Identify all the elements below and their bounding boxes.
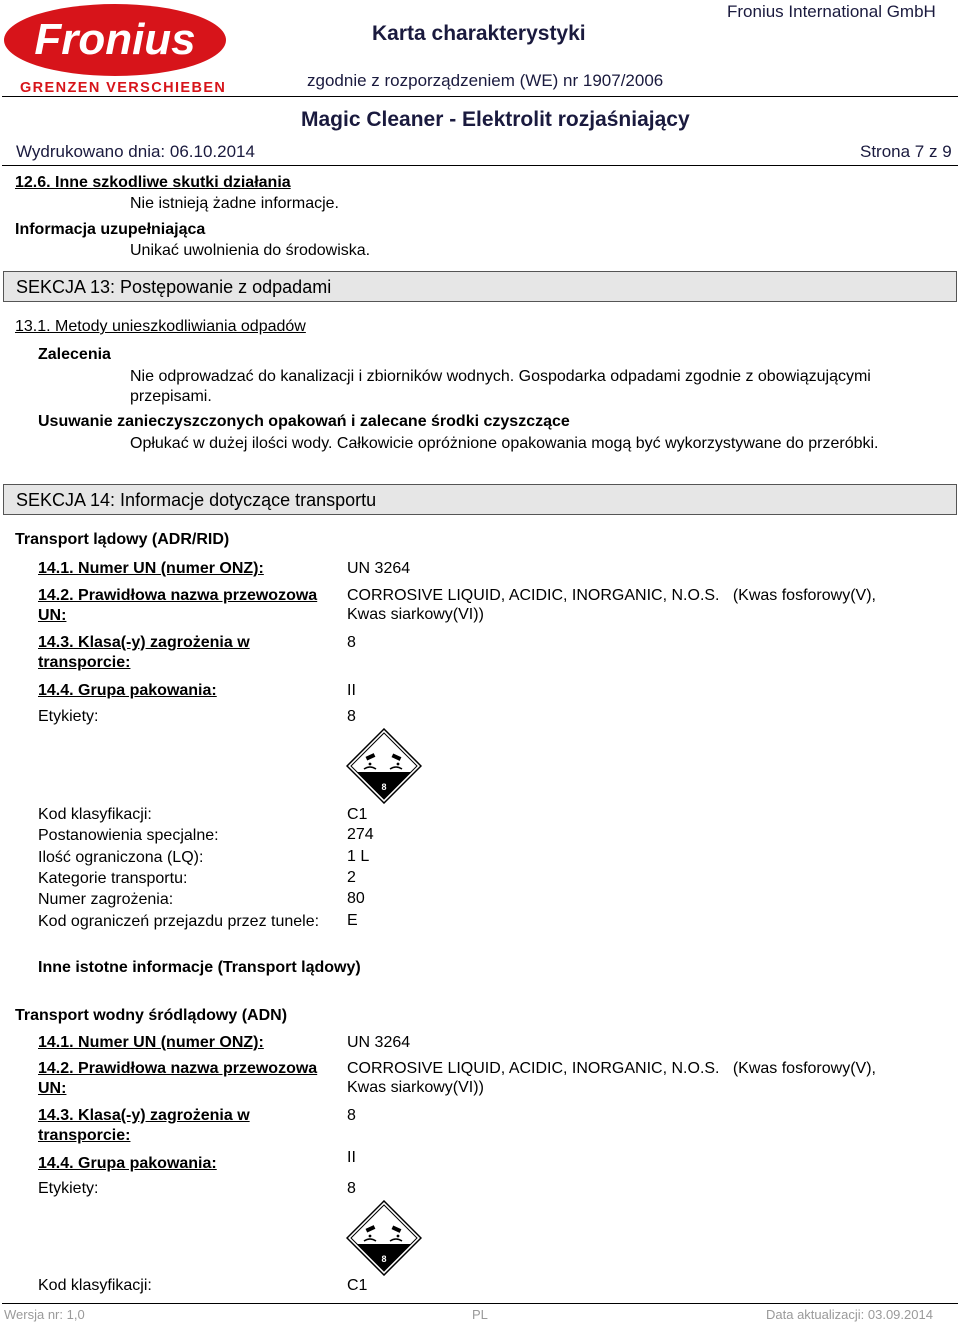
inland-packing-group-label: 14.4. Grupa pakowania: [38,1155,217,1172]
land-shipping-name-label-1: 14.2. Prawidłowa nazwa przewozowa [38,587,318,604]
fronius-logo [2,2,234,102]
header-divider [2,96,958,97]
inland-shipping-name-label-2: UN: [38,1080,67,1097]
print-date: Wydrukowano dnia: 06.10.2014 [16,142,255,161]
subsection-12-6-text: Nie istnieją żadne informacje. [130,195,339,212]
subsection-12-6-title: 12.6. Inne szkodliwe skutki działania [15,174,291,191]
land-un-number-value: UN 3264 [347,560,411,577]
inland-shipping-name-value-2: Kwas siarkowy(VI)) [347,1079,484,1096]
land-hazard-number-value: 80 [347,890,365,907]
land-limited-quantity-label: Ilość ograniczona (LQ): [38,849,204,866]
inland-hazard-class-label-2: transporcie: [38,1127,131,1144]
document-title: Karta charakterystyki [372,22,586,45]
land-labels-value: 8 [347,708,356,725]
land-pictogram-class-number: 8 [381,782,387,792]
logo-wordmark: Fronius [34,15,196,64]
packaging-disposal-heading: Usuwanie zanieczyszczonych opakowań i zalecane środki czyszczące [38,413,570,430]
land-special-provisions-label: Postanowienia specjalne: [38,827,219,844]
footer-update-date: Data aktualizacji: 03.09.2014 [766,1307,933,1322]
land-tunnel-code-value: E [347,912,358,929]
land-packing-group-label: 14.4. Grupa pakowania: [38,682,217,699]
land-hazard-class-label-2: transporcie: [38,654,131,671]
land-transport-category-label: Kategorie transportu: [38,870,188,887]
subsection-13-1-heading [15,318,306,336]
land-hazard-number-label: Numer zagrożenia: [38,891,174,908]
land-tunnel-code-label: Kod ograniczeń przejazdu przez tunele: [38,913,320,930]
land-classification-code-value: C1 [347,806,368,823]
section-13-title: SEKCJA 13: Postępowanie z odpadami [16,277,332,297]
section-14-bar [3,484,957,515]
logo-graphic [2,2,234,102]
inland-classification-code-label: Kod klasyfikacji: [38,1277,152,1294]
recommendations-text-line-1: Nie odprowadzać do kanalizacji i zbiorników wodnych. Gospodarka odpadami zgodnie z obowiązującymi [130,368,871,385]
land-shipping-name-value-2: Kwas siarkowy(VI)) [347,606,484,623]
company-name: Fronius International GmbH [727,2,936,21]
inland-hazard-class-label-1: 14.3. Klasa(-y) zagrożenia w [38,1107,250,1124]
subsection-13-1-title: 13.1. Metody unieszkodliwiania odpadów [15,318,306,335]
section-13-bar [3,271,957,302]
land-hazard-class-value: 8 [347,634,356,651]
inland-transport-heading: Transport wodny śródlądowy (ADN) [15,1007,288,1024]
inland-shipping-name-label-1: 14.2. Prawidłowa nazwa przewozowa [38,1060,318,1077]
land-shipping-name-value-1: CORROSIVE LIQUID, ACIDIC, INORGANIC, N.O.S. (Kwas fosforowy(V), [347,587,876,604]
land-shipping-name-label-2: UN: [38,607,67,624]
land-hazard-class-label-1: 14.3. Klasa(-y) zagrożenia w [38,634,250,651]
land-limited-quantity-value: 1 L [347,848,370,865]
footer-language: PL [472,1307,488,1322]
inland-shipping-name-value-1: CORROSIVE LIQUID, ACIDIC, INORGANIC, N.O.S. (Kwas fosforowy(V), [347,1060,876,1077]
recommendations-text-line-2: przepisami. [130,388,212,405]
footer-version: Wersja nr: 1,0 [4,1307,85,1322]
logo-slogan: GRENZEN VERSCHIEBEN [20,80,227,96]
inland-labels-label: Etykiety: [38,1180,99,1197]
land-special-provisions-value: 274 [347,826,374,843]
land-classification-code-label: Kod klasyfikacji: [38,806,152,823]
land-transport-heading: Transport lądowy (ADR/RID) [15,531,230,548]
inland-un-number-label: 14.1. Numer UN (numer ONZ): [38,1034,264,1051]
page-number: Strona 7 z 9 [860,142,952,161]
land-packing-group-value: II [347,682,356,699]
additional-info-heading: Informacja uzupełniająca [15,221,206,238]
packaging-disposal-text: Opłukać w dużej ilości wody. Całkowicie opróżnione opakowania mogą być wykorzystywane do przeróbki. [130,435,879,452]
inland-classification-code-value: C1 [347,1277,368,1294]
land-un-number-label: 14.1. Numer UN (numer ONZ): [38,560,264,577]
subsection-12-6-heading [15,174,291,192]
land-transport-category-value: 2 [347,869,356,886]
product-name: Magic Cleaner - Elektrolit rozjaśniający [301,108,690,131]
inland-packing-group-value: II [347,1149,356,1166]
inland-labels-value: 8 [347,1180,356,1197]
footer-divider [2,1303,958,1304]
land-labels-label: Etykiety: [38,708,99,725]
header-bottom-divider [2,165,958,166]
land-other-info-heading: Inne istotne informacje (Transport lądowy) [38,959,361,976]
corrosive-hazard-pictogram-icon [346,1200,422,1276]
inland-hazard-class-value: 8 [347,1107,356,1124]
corrosive-hazard-pictogram-icon [346,728,422,804]
regulation-reference: zgodnie z rozporządzeniem (WE) nr 1907/2006 [307,71,664,90]
recommendations-heading: Zalecenia [38,346,111,363]
section-14-title: SEKCJA 14: Informacje dotyczące transportu [16,490,377,510]
additional-info-text: Unikać uwolnienia do środowiska. [130,242,371,259]
inland-un-number-value: UN 3264 [347,1034,411,1051]
inland-pictogram-class-number: 8 [381,1254,387,1264]
